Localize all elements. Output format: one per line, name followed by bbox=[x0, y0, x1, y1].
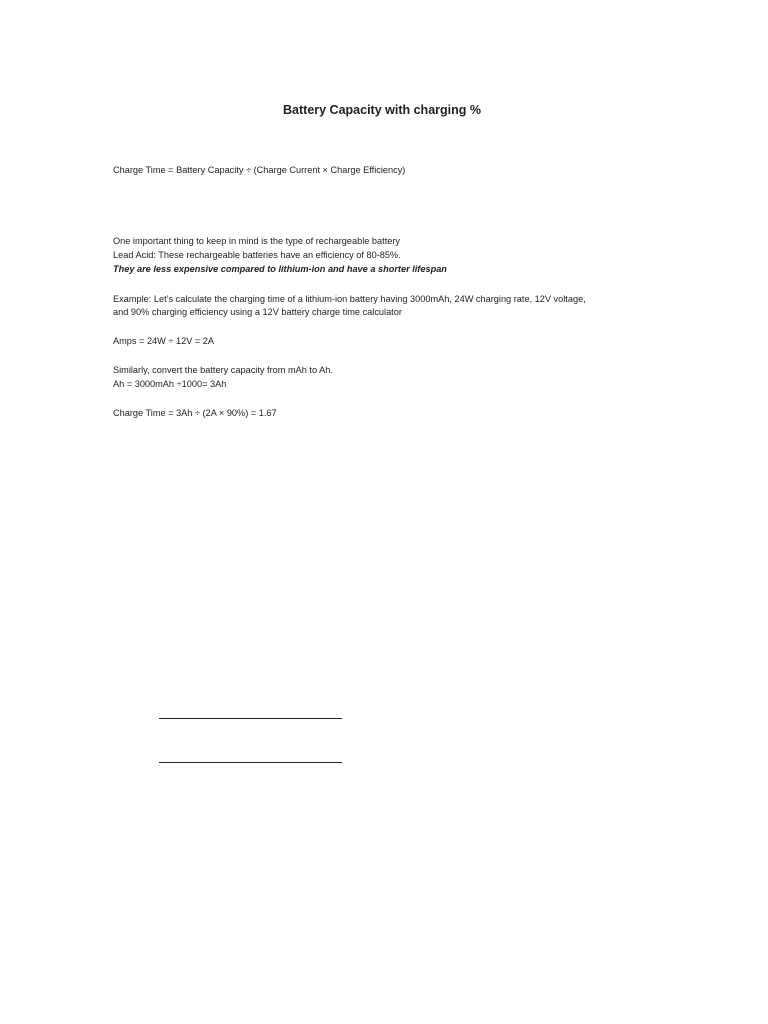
blank-line bbox=[159, 718, 342, 719]
amps-calculation: Amps = 24W ÷ 12V = 2A bbox=[113, 336, 215, 346]
note-line: One important thing to keep in mind is the type of rechargeable battery bbox=[113, 236, 401, 246]
emphasis-note: They are less expensive compared to lithium-ion and have a shorter lifespan bbox=[113, 264, 447, 274]
example-line: and 90% charging efficiency using a 12V battery charge time calculator bbox=[113, 307, 402, 317]
conversion-line: Similarly, convert the battery capacity from mAh to Ah. bbox=[113, 365, 333, 375]
page-title: Battery Capacity with charging % bbox=[283, 103, 481, 117]
example-line: Example: Let’s calculate the charging time of a lithium-ion battery having 3000mAh, 24W charging rate, 12V voltage, bbox=[113, 294, 586, 304]
conversion-line: Ah = 3000mAh ÷1000= 3Ah bbox=[113, 379, 227, 389]
blank-line bbox=[159, 762, 342, 763]
note-line: Lead Acid: These rechargeable batteries have an efficiency of 80-85%. bbox=[113, 250, 401, 260]
charge-time-result: Charge Time = 3Ah ÷ (2A × 90%) = 1.67 bbox=[113, 408, 277, 418]
formula-text: Charge Time = Battery Capacity ÷ (Charge Current × Charge Efficiency) bbox=[113, 165, 406, 175]
